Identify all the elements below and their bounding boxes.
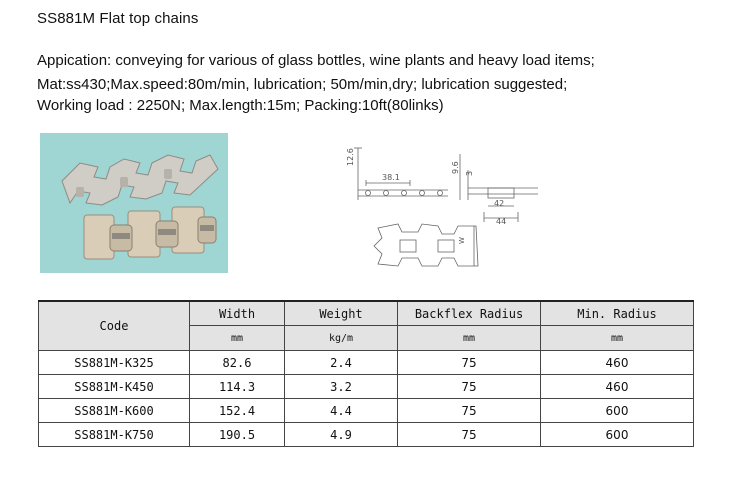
cell-weight: 4.9 bbox=[285, 423, 398, 447]
unit-min-radius: mm bbox=[541, 326, 694, 351]
dim-plate-label: 9.6 bbox=[451, 161, 460, 174]
table-row bbox=[39, 375, 694, 399]
cell-width: 190.5 bbox=[190, 423, 285, 447]
dim-c-label: 44 bbox=[496, 217, 507, 226]
cell-backflex: 75 bbox=[398, 423, 541, 447]
page-title: SS881M Flat top chains bbox=[37, 10, 199, 27]
cell-min-radius: 460 bbox=[541, 375, 694, 399]
cell-code: SS881M-K325 bbox=[39, 351, 190, 375]
cell-weight: 4.4 bbox=[285, 399, 398, 423]
unit-weight: kg/m bbox=[285, 326, 398, 351]
cell-weight: 2.4 bbox=[285, 351, 398, 375]
cell-backflex: 75 bbox=[398, 375, 541, 399]
material-text: Mat:ss430;Max.speed:80m/min, lubrication; 50m/min,dry; lubrication suggested; bbox=[37, 76, 568, 93]
dim-w-label: W bbox=[458, 237, 466, 244]
working-load-text: Working load : 2250N; Max.length:15m; Packing:10ft(80links) bbox=[37, 97, 444, 114]
unit-backflex: mm bbox=[398, 326, 541, 351]
unit-width: mm bbox=[190, 326, 285, 351]
cell-backflex: 75 bbox=[398, 399, 541, 423]
cell-min-radius: 460 bbox=[541, 351, 694, 375]
cell-code: SS881M-K600 bbox=[39, 399, 190, 423]
chain-product-photo bbox=[40, 133, 228, 273]
header-width: Width bbox=[190, 301, 285, 326]
cell-code: SS881M-K750 bbox=[39, 423, 190, 447]
table-row bbox=[39, 399, 694, 423]
cell-backflex: 75 bbox=[398, 351, 541, 375]
application-text: Appication: conveying for various of glass bottles, wine plants and heavy load items; bbox=[37, 52, 595, 69]
dim-pitch-label: 38.1 bbox=[382, 173, 400, 182]
spec-table bbox=[38, 300, 694, 447]
dim-a-label: 3 bbox=[465, 170, 474, 176]
dim-b-label: 42 bbox=[494, 199, 505, 208]
header-code: Code bbox=[39, 301, 190, 351]
dim-height-label: 12.6 bbox=[346, 148, 355, 166]
cell-width: 114.3 bbox=[190, 375, 285, 399]
cell-min-radius: 600 bbox=[541, 423, 694, 447]
header-backflex: Backflex Radius bbox=[398, 301, 541, 326]
cell-weight: 3.2 bbox=[285, 375, 398, 399]
cell-code: SS881M-K450 bbox=[39, 375, 190, 399]
header-min-radius: Min. Radius bbox=[541, 301, 694, 326]
cell-width: 152.4 bbox=[190, 399, 285, 423]
chain-technical-drawing bbox=[338, 140, 558, 275]
table-row bbox=[39, 423, 694, 447]
table-row bbox=[39, 351, 694, 375]
cell-min-radius: 600 bbox=[541, 399, 694, 423]
cell-width: 82.6 bbox=[190, 351, 285, 375]
header-weight: Weight bbox=[285, 301, 398, 326]
